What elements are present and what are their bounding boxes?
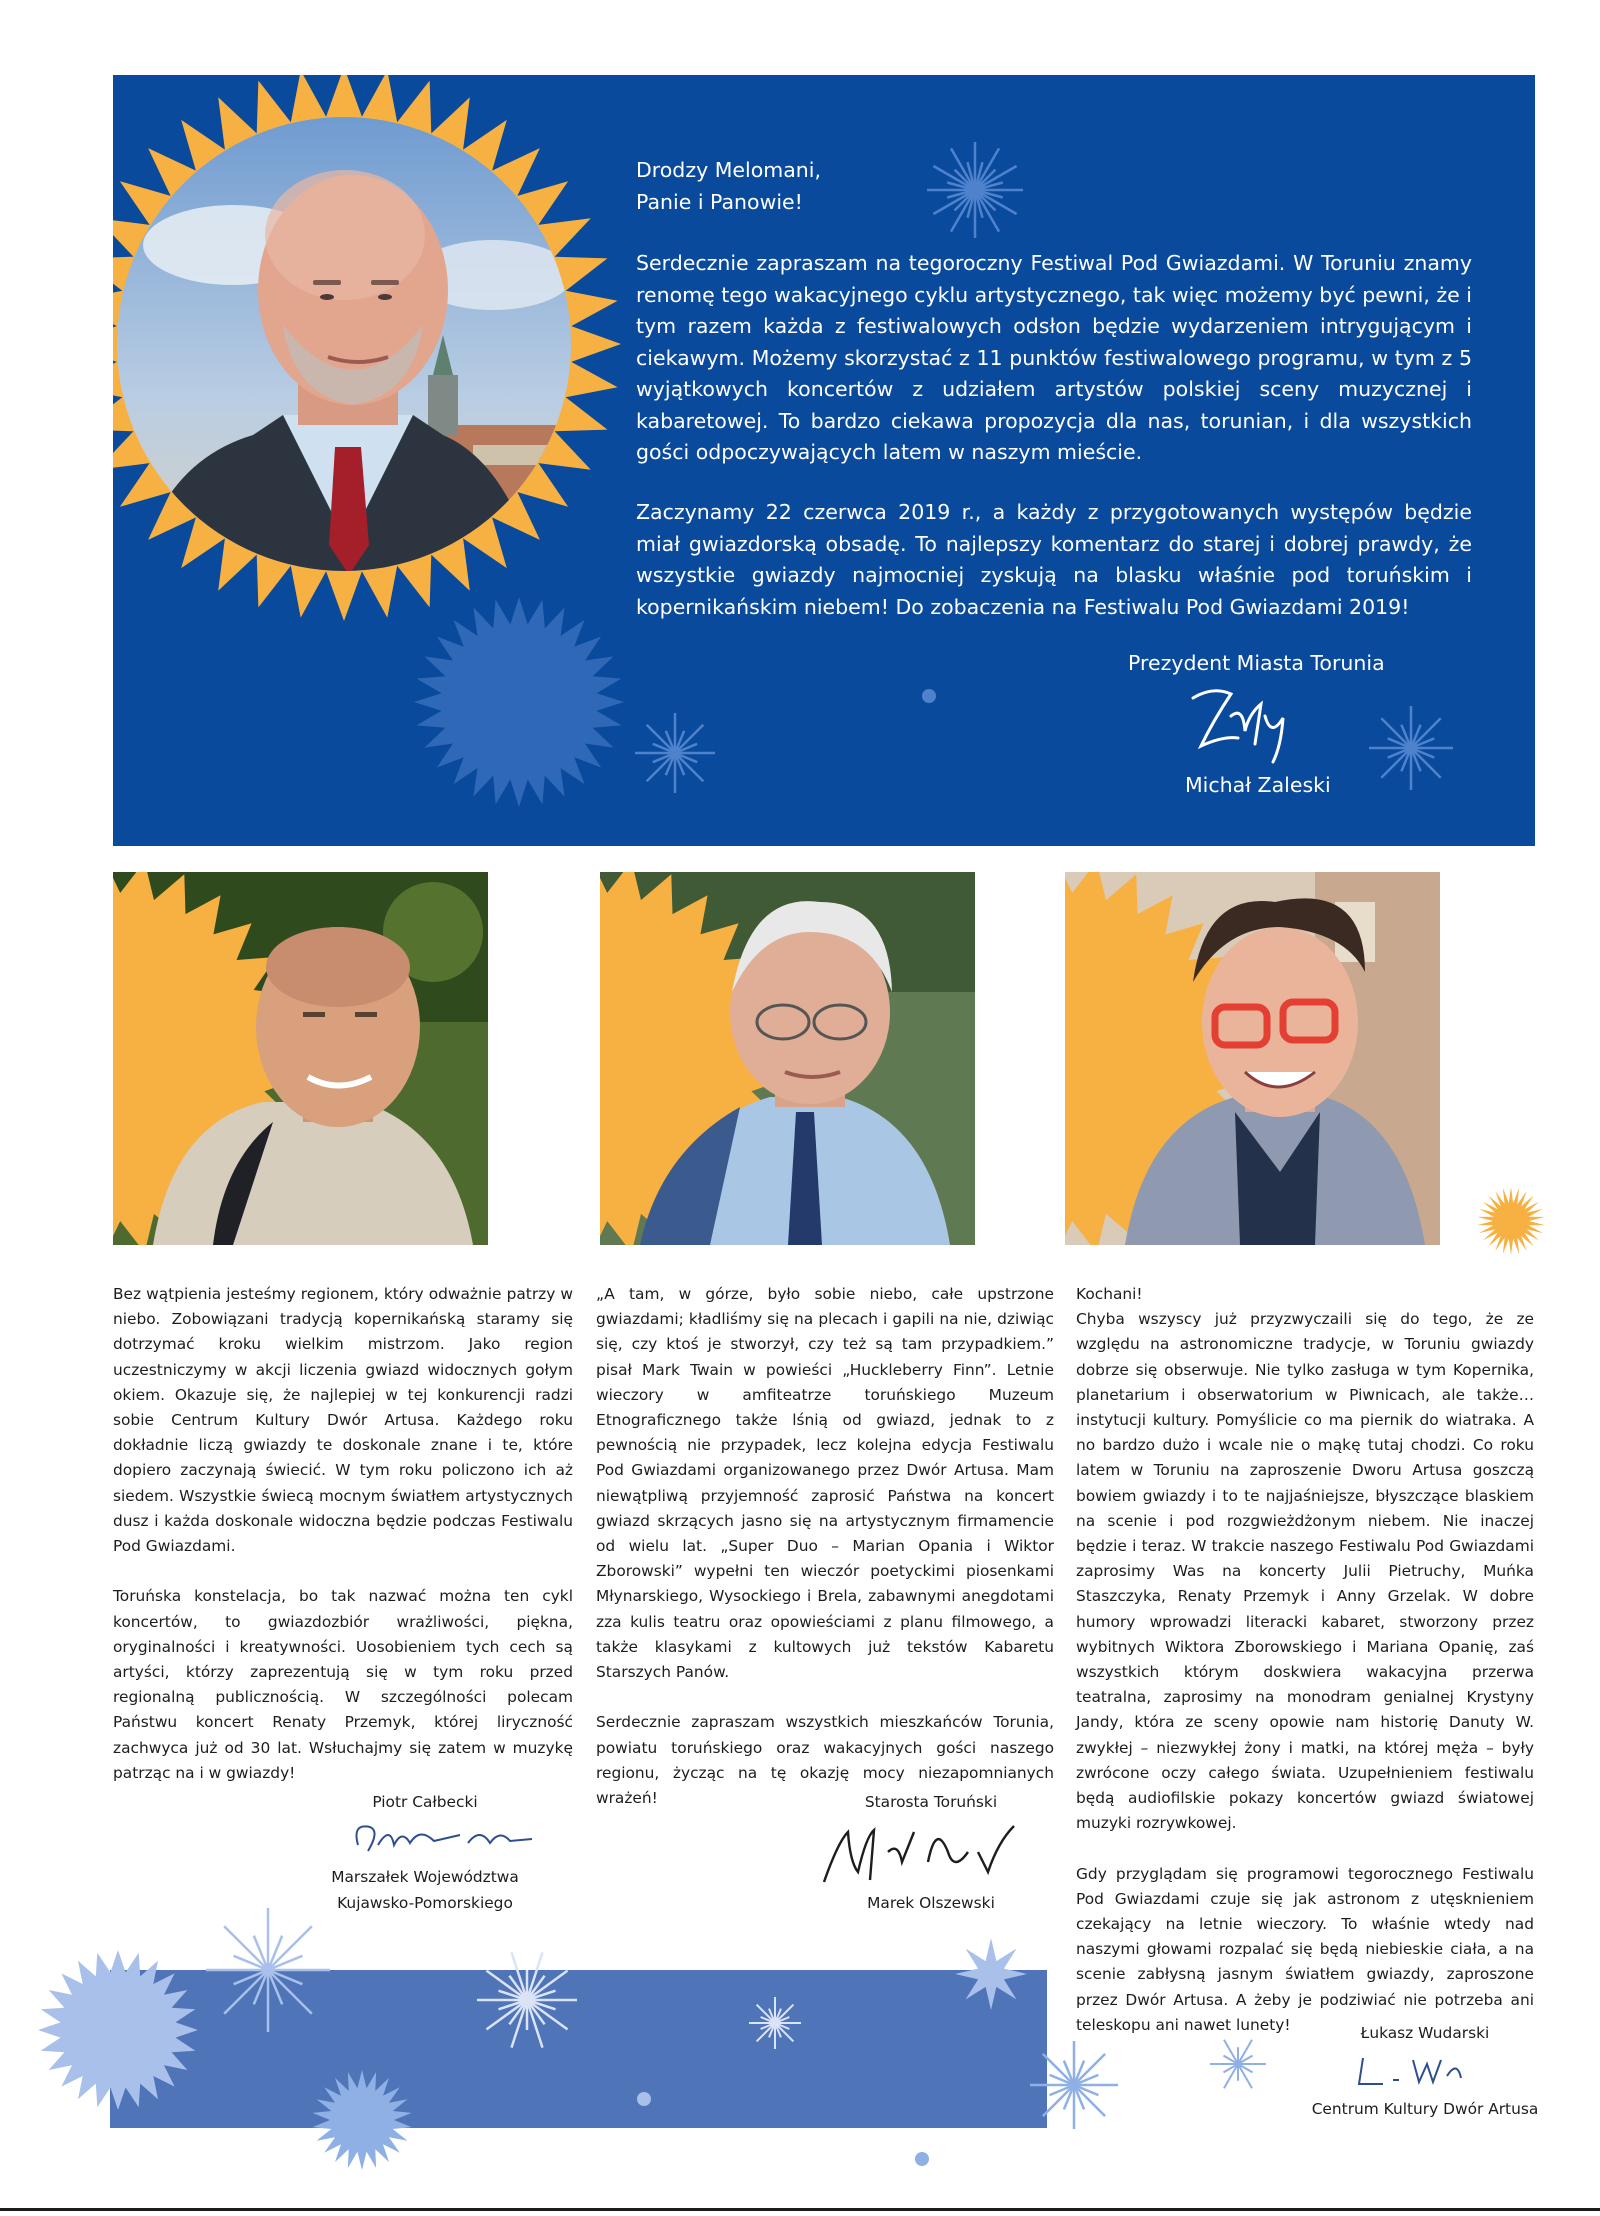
sparkle-star-icon [1210,2040,1266,2088]
dot-icon [922,689,936,703]
sparkle-ray [675,725,703,753]
portrait-photo-1 [113,872,488,1245]
sparkle-ray [1043,2054,1074,2085]
sparkle-star-bottom-icon [635,713,715,793]
page-bottom-rule [0,2208,1600,2211]
hero-greeting [636,155,1476,218]
sparkle-ray [224,1926,268,1970]
starburst-icon [313,2070,412,2170]
starburst-large-icon [414,597,624,807]
signature-1-name: Piotr Całbecki [372,1793,478,1811]
column-2-paragraph-1: „A tam, w górze, było sobie niebo, całe upstrzone gwiazdami; kładliśmy się na plecach i gapili na nie, dziwiąc się, czy ktoś je stworzył, czy też są tam przypadkiem.” pisał Mark Twain w powieści „Huckleberry Finn”. Letnie wieczory w amfiteatrze toruńskiego Muzeum Etnograficznego także lśnią od gwiazd, jednak to z pewnością nie przypadek, lecz kolejna edycja Festiwalu Pod Gwiazdami organizowanego przez Dwór Artusa. Mam niewątpliwą przyjemność zaprosić Państwa na koncert gwiazd skrzących jasno się na artystycznym firmamencie od wielu lat. „Super Duo – Marian Opania i Wiktor Zborowski” wypełni ten wieczór poetyckimi piosenkami Młynarskiego, Wysockiego i Brela, zabawnymi anegdotami zza kulis teatru oraz opowieściami z planu filmowego, a także klasykami z kultowych już tekstów Kabaretu Starszych Panów. [596,1285,1054,1682]
column-1-paragraph-2: Toruńska konstelacja, bo tak nazwać można ten cykl koncertów, to gwiazdozbiór wrażliwości, piękna, oryginalności i kreatywności. Uosobieniem tych cech są artyści, którzy zaprezentują się w tym roku przed regionalną publicznością. W szczególności polecam Państwu koncert Renaty Przemyk, której liryczność zachwyca już od 30 lat. Wsłuchajmy się zatem w muzykę patrząc na i w gwiazdy! [113,1587,573,1782]
mayor-handwritten-signature [1183,676,1303,768]
sparkle-ray [675,753,703,781]
small-sun-icon [1476,1186,1546,1256]
column-2-paragraph-2: Serdecznie zapraszam wszystkich mieszkańców Torunia, powiatu toruńskiego oraz wakacyjnych gości naszego regionu, życząc na tę okazję mocy niezapomnianych wrażeń! [596,1713,1054,1808]
sparkle-ray [1074,2085,1105,2116]
signature-2-name: Marek Olszewski [867,1894,995,1912]
bottom-stars [0,1890,1600,2180]
sparkle-star-icon [749,1997,801,2049]
mayor-signature-name: Michał Zaleski [1185,773,1331,797]
portrait-photo-2 [600,872,975,1245]
signature-1-role-line-1: Marszałek Województwa [331,1868,519,1886]
sparkle-ray [1074,2054,1105,2085]
sparkle-ray [647,725,675,753]
signature-2-handwriting [818,1812,1028,1892]
column-3-paragraph-1: Kochani! Chyba wszyscy już przyzwyczaili się do tego, że ze względu na astronomiczne tradycje, w Toruniu gwiazdy dobrze się obserwuje. Nie tylko zasługa w tym Kopernika, planetarium i obserwatorium w Piwnicach, ale także… instytucji kultury. Pomyślicie co ma piernik do wiatraka. A no bardzo dużo i wcale nie o mąkę tutaj chodzi. Co roku latem w Toruniu na zaproszenie Dworu Artusa goszczą bowiem gwiazdy i to te najjaśniejsze, błyszczące blaskiem na scenie i pod rozgwieżdżonym niebem. Nie inaczej będzie i teraz. W trakcie naszego Festiwalu Pod Gwiazdami zaprosimy Was na koncerty Julii Pietruchy, Muńka Staszczyka, Renaty Przemyk i Anny Grzelak. W dobre humory wprowadzi literacki kabaret, stworzony przez wybitnych Wiktora Zborowskiego i Mariana Opanię, zaś wszystkich którym doskwiera wakacyjna przerwa teatralna, zaprosimy na monodram genialnej Krystyny Jandy, która ze sceny opowie nam historię Danuty W. zwykłej – niezwykłej żony i matki, na której męża – były zwrócone oczy całego świata. Uzupełnieniem festiwalu będą audiofilskie pokazy koncertów gwiazd światowej muzyki rozrywkowej. [1076,1285,1534,1833]
portrait-photo-3 [1065,872,1440,1245]
sparkle-ray [1411,718,1441,748]
signature-2-role: Starosta Toruński [864,1793,998,1811]
sparkle-star-icon [1030,2041,1118,2129]
star-icon [955,1938,1027,2010]
greeting-line-1: Drodzy Melomani, [636,158,822,182]
dot-icon [915,2152,929,2166]
sparkle-ray [1043,2085,1074,2116]
hero-paragraph-1: Serdecznie zapraszam na tegoroczny Festiwal Pod Gwiazdami. W Toruniu znamy renomę tego wakacyjnego cyklu artystycznego, tak więc możemy być pewni, że i tym razem każda z festiwalowych odsłon będzie wydarzeniem intrygującym i ciekawym. Możemy skorzystać z 11 punktów festiwalowego programu, w tym z 5 wyjątkowych koncertów z udziałem artystów polskiej sceny muzycznej i kabaretowej. To bardzo ciekawa propozycja dla nas, torunian, i dla wszystkich gości odpoczywających latem w naszym mieście. [636,251,1472,464]
sparkle-ray [268,1926,312,1970]
hero-paragraph-2: Zaczynamy 22 czerwca 2019 r., a każdy z przygotowanych występów będzie miał gwiazdorską obsadę. To najlepszy komentarz do starej i dobrej prawdy, że wszystkie gwiazdy najmocniej zyskują na blasku właśnie pod toruńskim i kopernikańskim niebem! Do zobaczenia na Festiwalu Pod Gwiazdami 2019! [636,500,1472,619]
greeting-line-2: Panie i Panowie! [636,189,803,214]
sparkle-ray [1411,748,1441,778]
dot-icon [637,2092,651,2106]
column-1-paragraph-1: Bez wątpienia jesteśmy regionem, który odważnie patrzy w niebo. Zobowiązani tradycją kopernikańską staramy się dotrzymać kroku wielkim mistrzom. Jako region uczestniczymy w akcji liczenia gwiazd widocznych gołym okiem. Okazuje się, że najlepiej w tej konkurencji radzi sobie Centrum Kultury Dwór Artusa. Każdego roku dokładnie liczą gwiazdy te doskonale znane i te, które dopiero zaczynają świecić. W tym roku policzono ich aż siedem. Wszystkie świecą mocnym światłem artystycznych dusz i każda doskonale widoczna będzie podczas Festiwalu Pod Gwiazdami. [113,1285,573,1556]
signature-1-handwriting [350,1815,540,1860]
sparkle-star-icon [206,1908,330,2032]
sparkle-ray [647,753,675,781]
sparkle-ray [224,1970,268,2014]
signature-3-name: Łukasz Wudarski [1360,2024,1490,2042]
starburst-icon [38,1950,198,2110]
sparkle-ray [268,1970,312,2014]
mayor-signature-role: Prezydent Miasta Torunia [1128,651,1385,675]
signature-1-role-line-2: Kujawsko-Pomorskiego [337,1894,513,1912]
sparkle-ray [1381,718,1411,748]
sparkle-ray [1381,748,1411,778]
sparkle-star-right-icon [1369,706,1453,790]
column-3-paragraph-2: Gdy przyglądam się programowi tegorocznego Festiwalu Pod Gwiazdami czuje się jak astronom z utęsknieniem czekający na letnie wieczory. To właśnie wtedy nad naszymi głowami rozpalać się będą niebieskie ciała, a na scenie zabłysną jasnym światłem gwiazdy, zaproszone przez Dwór Artusa. A żeby je podziwiać nie potrzeba ani teleskopu ani nawet lunety! [1076,1864,1534,2034]
signature-3-organization: Centrum Kultury Dwór Artusa [1311,2100,1539,2118]
column-1-text [113,1282,573,1811]
column-2-text [596,1282,1054,1836]
sparkle-star-icon [477,1952,577,2047]
